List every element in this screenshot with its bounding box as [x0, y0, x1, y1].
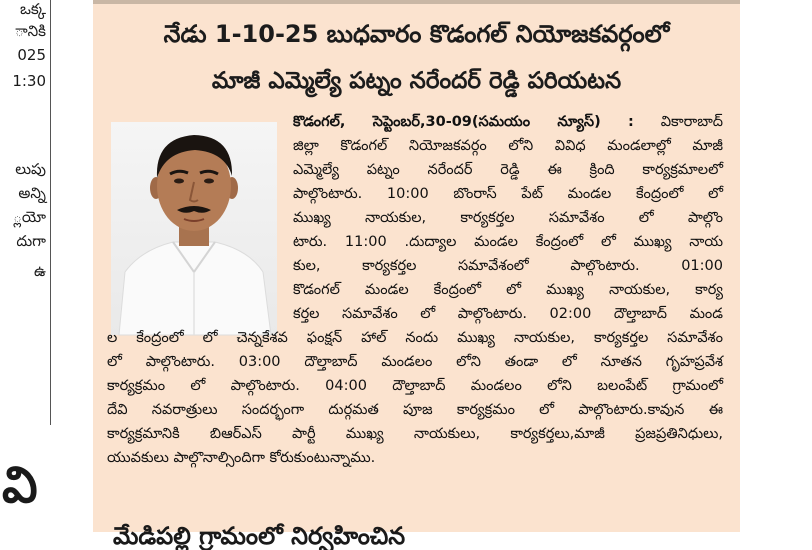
- article-line: కార్యక్రమం లో పాల్గొంటారు. 04:00 దౌల్తాబాద్ మండలం లోని బలంపేట్ గ్రామంలో: [107, 378, 723, 394]
- article-line: దేవి నవరాత్రులు సందర్భంగా దుర్గమత పూజ కార్యక్రమం లో పాల్గొంటారు.కావున ఈ: [107, 402, 723, 418]
- left-fragment: 1:30: [12, 72, 46, 90]
- article-line: కొడంగల్ మండల కేంద్రంలో లో ముఖ్య నాయకుల, కార్య: [293, 282, 723, 298]
- left-fragment: దుగా: [16, 232, 46, 250]
- article-line: లో పాల్గొంటారు. 03:00 దౌల్తాబాద్ మండలం లోని తండా లో నూతన గృహప్రవేశ: [107, 354, 723, 370]
- article-line: కార్యక్రమానికి బిఆర్ఎస్ పార్టీ ముఖ్య నాయకులు, కార్యకర్తలు,మాజీ ప్రజప్రతినిధులు,: [107, 426, 723, 442]
- headline-line-1: నేడు 1-10-25 బుధవారం కొడంగల్ నియోజకవర్గంలో: [163, 20, 670, 48]
- left-fragment: ్లయో: [13, 208, 46, 226]
- article-line: ఎమ్మెల్యే పట్నం నరేందర్ రెడ్డి ఈ క్రింది కార్యక్రమాలలో: [293, 162, 723, 178]
- left-fragment: ఒక్క: [19, 0, 46, 18]
- left-fragment: ఉ: [34, 262, 46, 280]
- article-line: పాల్గొంటారు. 10:00 బొంరాస్ పేట్ మండల కేంద్రంలో లో: [293, 186, 723, 202]
- article-line: ల కేంద్రంలో లో చెన్నకేశవ ఫంక్షన్ హాల్ నందు ముఖ్య నాయకుల, కార్యకర్తల సమావేశం: [107, 330, 723, 346]
- article-line: [293, 110, 723, 134]
- news-article: [93, 0, 740, 550]
- left-fragment: అన్ని: [18, 184, 46, 202]
- left-big-glyph: వి: [2, 456, 38, 514]
- next-headline-fragment: [113, 520, 433, 550]
- left-fragment: లుపు: [15, 160, 46, 178]
- article-line: కుల, కార్యకర్తల సమావేశంలో పాల్గొంటారు. 01:00: [293, 258, 723, 274]
- article-line: జిల్లా కొడంగల్ నియోజకవర్గం లోని వివిధ మండలాల్లో మాజీ: [293, 138, 723, 154]
- top-divider: [93, 0, 740, 4]
- article-line: యువకులు పాల్గొనాల్సిందిగా కోరుకుంటున్నాము.: [107, 450, 376, 466]
- politician-photo: [111, 122, 277, 335]
- left-adjacent-column: [0, 0, 51, 425]
- portrait-illustration: [111, 122, 277, 335]
- article-dateline: కొడంగల్, సెప్టెంబర్,30-09(సమయం న్యూస్) :: [293, 114, 634, 130]
- article-line: టారు. 11:00 .దుద్యాల మండల కేంద్రంలో లో ముఖ్య నాయ: [293, 234, 723, 250]
- article-line-text: వికారాబాద్: [660, 114, 723, 130]
- article-line: ముఖ్య నాయకుల, కార్యకర్తల సమావేశం లో పాల్గొం: [293, 210, 723, 226]
- left-fragment: 025: [17, 46, 46, 64]
- left-fragment: ానికి: [15, 22, 46, 40]
- article-line: కర్తల సమావేశం లో పాల్గొంటారు. 02:00 దౌల్తాబాద్ మండ: [293, 306, 723, 322]
- headline-line-2: మాజీ ఎమ్మెల్యే పట్నం నరేందర్ రెడ్డి పరియటన: [211, 68, 622, 94]
- next-headline-text: మేడిపల్లి గ్రామంలో నిర్వహించిన: [113, 522, 406, 550]
